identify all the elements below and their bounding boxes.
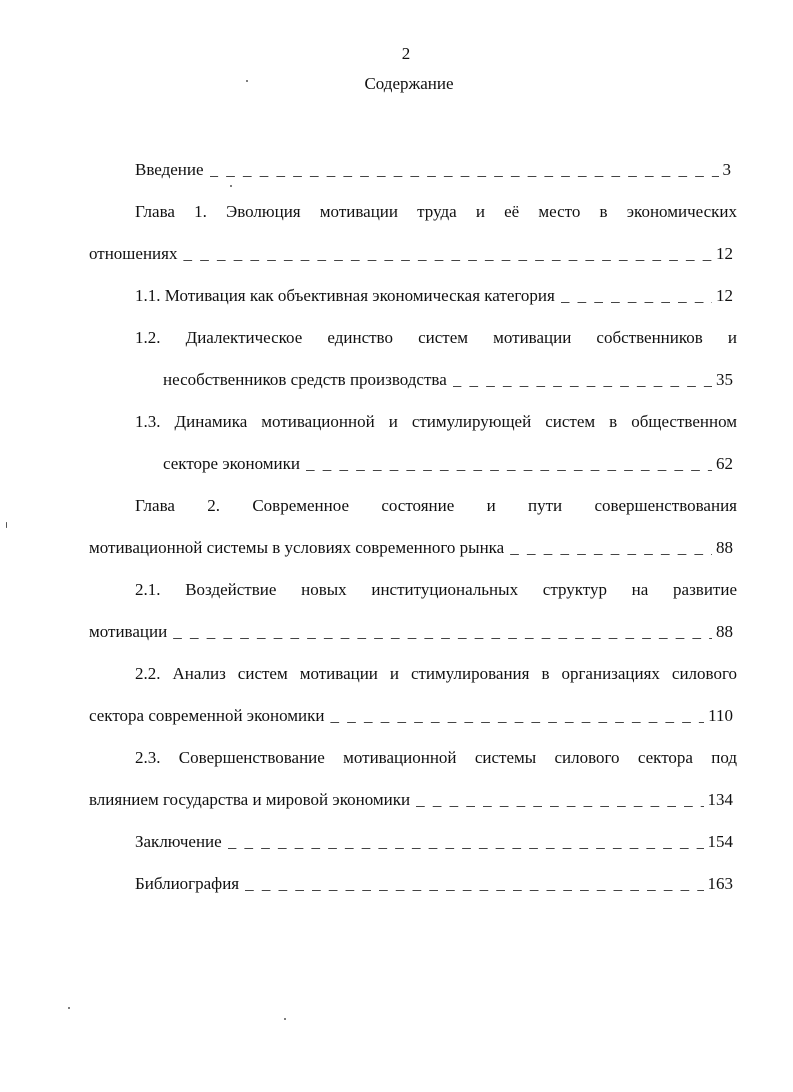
- toc-entry-section-2-3-line1[interactable]: 2.3. Совершенствование мотивационной системы силового сектора под: [135, 748, 737, 767]
- scan-speck: [6, 522, 7, 528]
- toc-entry-section-1-3-line2[interactable]: [163, 452, 733, 476]
- toc-entry-section-1-2-line2[interactable]: [163, 368, 733, 392]
- dot-leader: [416, 788, 703, 812]
- toc-page-number: 163: [707, 874, 733, 893]
- toc-entry-bibliography[interactable]: [135, 872, 733, 896]
- toc-entry-section-2-1-line2[interactable]: [89, 620, 733, 644]
- page-title: Содержание: [364, 74, 454, 93]
- toc-page-number: 62: [716, 454, 733, 473]
- toc-label: Заключение: [135, 832, 222, 851]
- toc-entry-chapter1-line1[interactable]: Глава 1. Эволюция мотивации труда и её место в экономических: [135, 202, 737, 221]
- toc-page-number: 88: [716, 538, 733, 557]
- page-number: 2: [401, 44, 411, 63]
- toc-label: мотивации: [89, 622, 168, 641]
- scan-speck: [284, 1018, 286, 1020]
- dot-leader: [173, 620, 712, 644]
- toc-page-number: 110: [708, 706, 733, 725]
- toc-label: отношениях: [89, 244, 178, 263]
- toc-entry-chapter2-line2[interactable]: [89, 536, 733, 560]
- toc-entry-section-1-1[interactable]: [135, 284, 733, 308]
- dot-leader: [183, 242, 712, 266]
- toc-page-number: 12: [716, 286, 733, 305]
- toc-page-number: 154: [707, 832, 733, 851]
- toc-page-number: 12: [716, 244, 733, 263]
- dot-leader: [228, 830, 704, 854]
- toc-entry-section-1-2-line1[interactable]: 1.2. Диалектическое единство систем мотивации собственников и: [135, 328, 737, 347]
- toc-page-number: 88: [716, 622, 733, 641]
- toc-page-number: 3: [722, 160, 731, 179]
- toc-label: Введение: [135, 160, 204, 179]
- scan-speck: [230, 185, 232, 187]
- toc-entry-section-2-3-line2[interactable]: [89, 788, 733, 812]
- toc-label: мотивационной системы в условиях современного рынка: [89, 538, 505, 557]
- dot-leader: [210, 158, 719, 182]
- dot-leader: [330, 704, 704, 728]
- toc-label: секторе экономики: [163, 454, 301, 473]
- toc-entry-section-2-1-line1[interactable]: 2.1. Воздействие новых институциональных структур на развитие: [135, 580, 737, 599]
- toc-entry-chapter2-line1[interactable]: Глава 2. Современное состояние и пути совершенствования: [135, 496, 737, 515]
- toc-label: сектора современной экономики: [89, 706, 325, 725]
- toc-entry-section-1-3-line1[interactable]: 1.3. Динамика мотивационной и стимулирующей систем в общественном: [135, 412, 737, 431]
- dot-leader: [510, 536, 712, 560]
- dot-leader: [561, 284, 712, 308]
- toc-entry-conclusion[interactable]: [135, 830, 733, 854]
- toc-page-number: 134: [707, 790, 733, 809]
- toc-entry-section-2-2-line2[interactable]: [89, 704, 733, 728]
- dot-leader: [306, 452, 712, 476]
- scan-speck: [68, 1007, 70, 1009]
- toc-label: влиянием государства и мировой экономики: [89, 790, 411, 809]
- scan-speck: [246, 80, 248, 82]
- dot-leader: [453, 368, 712, 392]
- toc-entry-chapter1-line2[interactable]: [89, 242, 733, 266]
- toc-entry-section-2-2-line1[interactable]: 2.2. Анализ систем мотивации и стимулирования в организациях силового: [135, 664, 737, 683]
- toc-label: Библиография: [135, 874, 240, 893]
- toc-label: 1.1. Мотивация как объективная экономическая категория: [135, 286, 555, 305]
- toc-label: несобственников средств производства: [163, 370, 447, 389]
- dot-leader: [245, 872, 703, 896]
- toc-page-number: 35: [716, 370, 733, 389]
- toc-entry-intro[interactable]: [135, 158, 731, 182]
